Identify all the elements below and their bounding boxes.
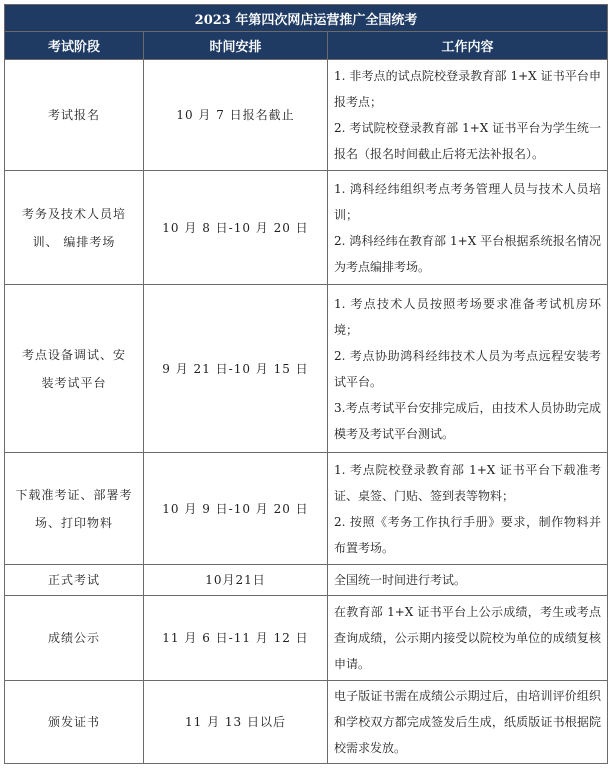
- stage-cell: 正式考试: [5, 565, 144, 596]
- content-line: 全国统一时间进行考试。: [334, 573, 467, 587]
- table-row: [5, 565, 608, 596]
- time-cell: 10 月 7 日报名截止: [144, 60, 328, 171]
- stage-cell: 考务及技术人员培训、 编排考场: [5, 171, 144, 285]
- table-row: [5, 681, 608, 764]
- time-cell: 11 月 6 日-11 月 12 日: [144, 596, 328, 681]
- table-row: [5, 596, 608, 681]
- content-line: 2. 按照《考务工作执行手册》要求，制作物料并布置考场。: [334, 514, 602, 555]
- stage-cell: 考试报名: [5, 60, 144, 171]
- content-line: 1. 考点技术人员按照考场要求准备考试机房环境；: [334, 296, 602, 337]
- content-line: 1. 考点院校登录教育部 1+X 证书平台下载准考证、桌签、门贴、签到表等物料；: [334, 462, 602, 503]
- table-row: [5, 171, 608, 285]
- column-header-content: 工作内容: [328, 32, 608, 60]
- table-row: [5, 60, 608, 171]
- exam-schedule-table: [4, 4, 608, 764]
- stage-cell: 考点设备调试、安装考试平台: [5, 285, 144, 453]
- content-line: 2. 鸿科经纬在教育部 1+X 平台根据系统报名情况为考点编排考场。: [334, 233, 602, 274]
- stage-cell: 颁发证书: [5, 681, 144, 764]
- content-cell: [328, 681, 608, 764]
- table-row: [5, 453, 608, 565]
- content-line: 2. 考点协助鸿科经纬技术人员为考点远程安装考试平台。: [334, 348, 602, 389]
- content-line: 2. 考试院校登录教育部 1+X 证书平台为学生统一报名（报名时间截止后将无法补报名）。: [334, 121, 602, 161]
- column-header-stage: 考试阶段: [5, 32, 144, 60]
- time-cell: 10月21日: [144, 565, 328, 596]
- content-line: 在教育部 1+X 证书平台上公示成绩，考生或考点查询成绩，公示期内接受以院校为单位的成绩复核申请。: [334, 605, 602, 671]
- content-cell: [328, 171, 608, 285]
- table-header-row: [5, 32, 608, 60]
- content-cell: [328, 596, 608, 681]
- content-cell: [328, 565, 608, 596]
- content-line: 1. 非考点的试点院校登录教育部 1+X 证书平台申报考点；: [334, 69, 602, 109]
- time-cell: 10 月 9 日-10 月 20 日: [144, 453, 328, 565]
- column-header-time: 时间安排: [144, 32, 328, 60]
- content-cell: [328, 285, 608, 453]
- content-cell: [328, 60, 608, 171]
- content-cell: [328, 453, 608, 565]
- content-line: 3.考点考试平台安排完成后，由技术人员协助完成模考及考试平台测试。: [334, 400, 602, 441]
- table-row: [5, 285, 608, 453]
- table-title: 2023 年第四次网店运营推广全国统考: [5, 5, 608, 32]
- time-cell: 11 月 13 日以后: [144, 681, 328, 764]
- content-line: 电子版证书需在成绩公示期过后，由培训评价组织和学校双方都完成签发后生成，纸质版证书根据院校需求发放。: [334, 689, 602, 755]
- table-title-row: [5, 5, 608, 32]
- content-line: 1. 鸿科经纬组织考点考务管理人员与技术人员培训；: [334, 181, 602, 222]
- schedule-sheet: [4, 4, 607, 764]
- stage-cell: 成绩公示: [5, 596, 144, 681]
- stage-cell: 下载准考证、部署考场、打印物料: [5, 453, 144, 565]
- time-cell: 9 月 21 日-10 月 15 日: [144, 285, 328, 453]
- time-cell: 10 月 8 日-10 月 20 日: [144, 171, 328, 285]
